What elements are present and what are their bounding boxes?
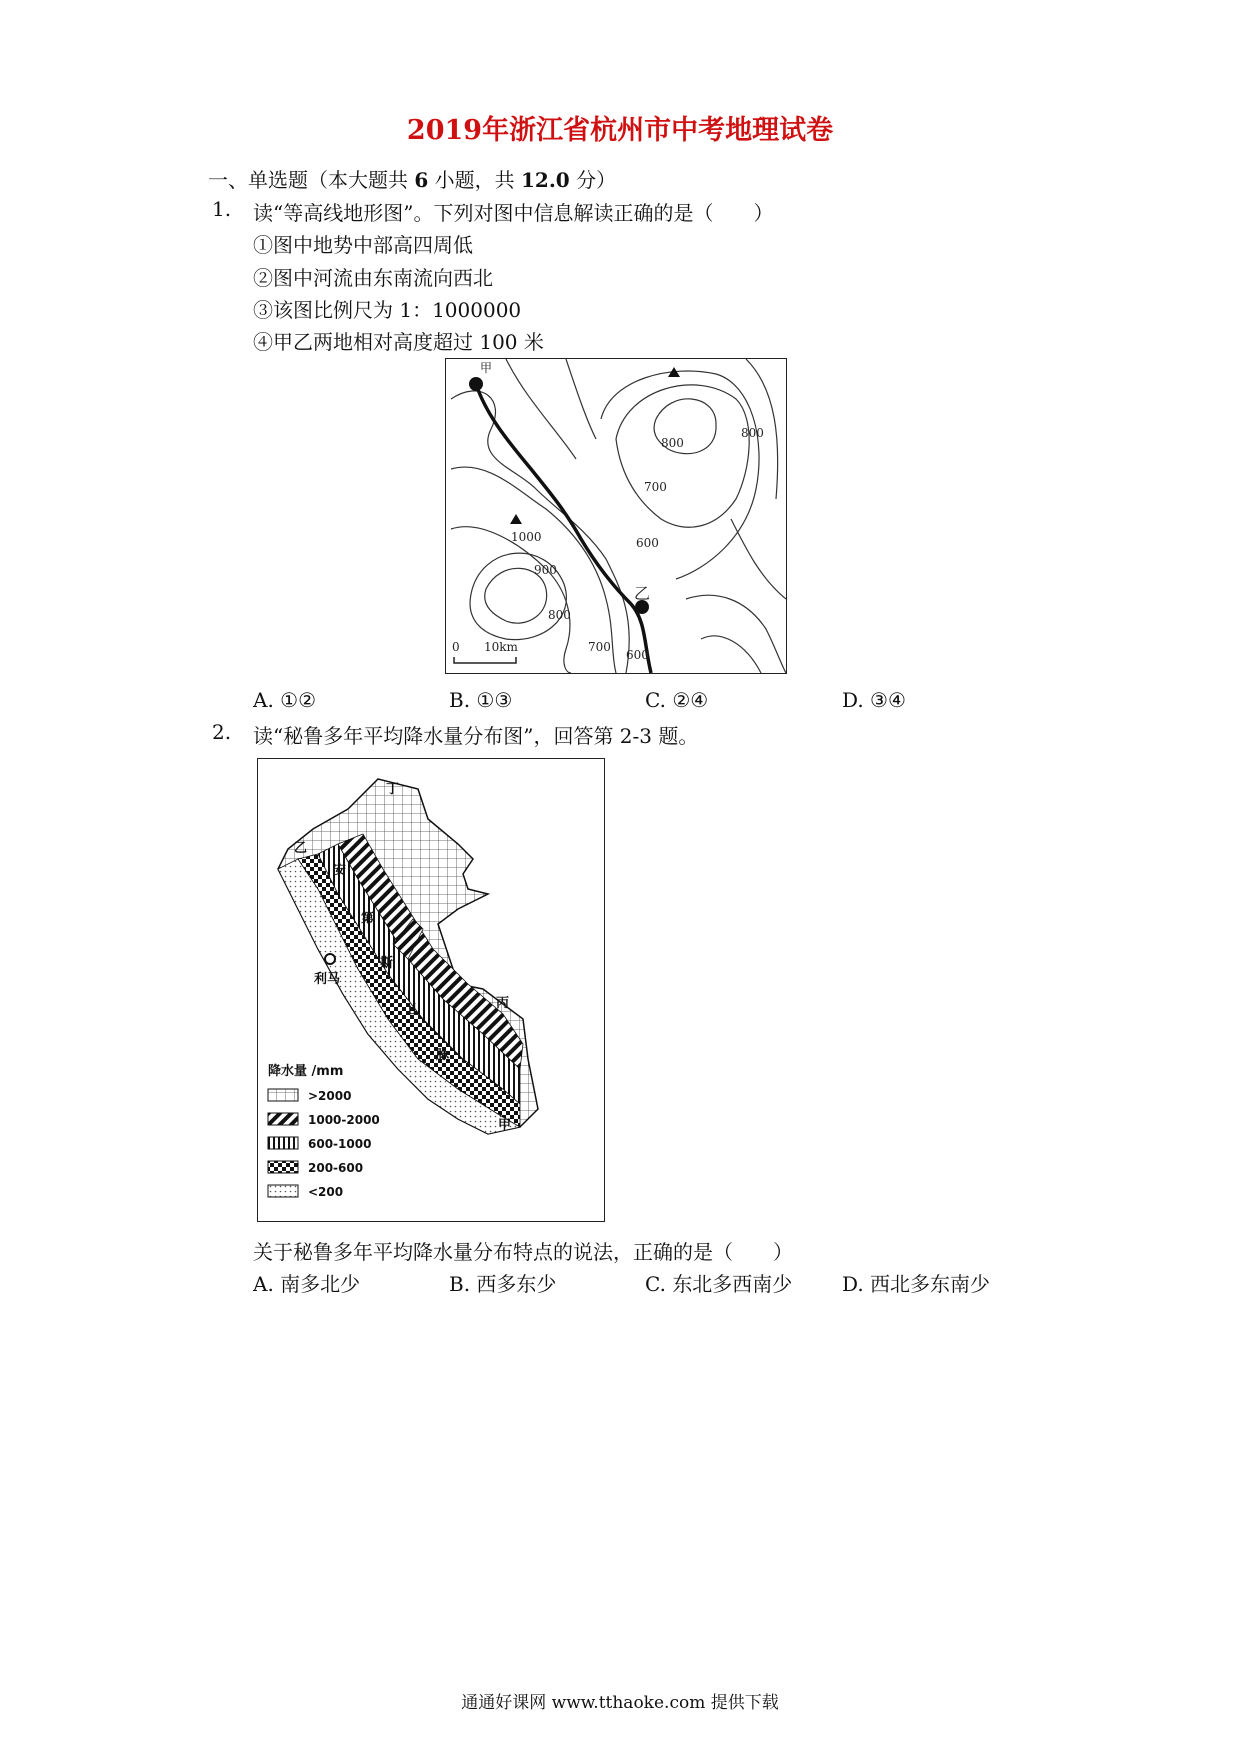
lima-marker — [325, 954, 335, 964]
q1-option-a-letter: A. — [253, 688, 274, 712]
label-mai: 脉 — [436, 1048, 450, 1063]
label-800-c: 800 — [548, 608, 571, 622]
label-ding: 丁 — [386, 782, 400, 797]
legend-swatch-1000-2000 — [268, 1113, 298, 1125]
q2-option-d[interactable] — [842, 1268, 990, 1297]
page-footer: 通通好课网 www.tthaoke.com 提供下载 — [461, 1693, 779, 1713]
scale-bar — [454, 657, 516, 663]
contour-map-figure — [445, 358, 787, 674]
q1-option-b[interactable] — [449, 688, 512, 712]
peak-icon-sw — [510, 514, 522, 524]
q2-option-b[interactable] — [449, 1268, 556, 1297]
label-si: 斯 — [380, 956, 394, 971]
q1-option-d[interactable] — [842, 688, 906, 712]
section-header — [208, 164, 616, 193]
legend-200-600: 200-600 — [308, 1161, 364, 1175]
legend-swatch-200-600 — [268, 1161, 298, 1173]
q2-number: 2. — [212, 720, 232, 744]
label-yi: 乙 — [634, 584, 651, 603]
section-label: 一、单选题（本大题共 — [208, 168, 408, 192]
q1-statement-2: ②图中河流由东南流向西北 — [253, 266, 493, 290]
legend-lt200: <200 — [308, 1185, 344, 1199]
label-1000: 1000 — [511, 530, 542, 544]
q2-option-b-text: 西多东少 — [476, 1272, 557, 1296]
label-600-b: 600 — [626, 648, 649, 662]
section-tail: 分） — [576, 168, 617, 192]
label-an: 安 — [333, 863, 347, 878]
q1-stem: 读“等高线地形图”。下列对图中信息解读正确的是（ ） — [253, 201, 774, 225]
section-mid: 小题，共 — [434, 168, 515, 192]
river-line — [476, 384, 651, 673]
q1-statement-4: ④甲乙两地相对高度超过 100 米 — [253, 330, 544, 354]
label-900: 900 — [534, 563, 557, 577]
peru-precipitation-map — [257, 758, 605, 1222]
q1-option-d-letter: D. — [842, 688, 864, 712]
q1-option-b-text: ①③ — [476, 688, 513, 712]
q1-option-c-letter: C. — [645, 688, 666, 712]
legend-title: 降水量 /mm — [268, 1064, 344, 1079]
section-count: 6 — [414, 168, 429, 192]
label-800-b: 800 — [741, 426, 764, 440]
scale-ten: 10km — [484, 640, 518, 654]
q1-option-c-text: ②④ — [672, 688, 709, 712]
label-800-a: 800 — [661, 436, 684, 450]
q2-option-c[interactable] — [645, 1268, 792, 1297]
legend-gt2000: >2000 — [308, 1089, 352, 1103]
q2-option-b-letter: B. — [449, 1272, 471, 1296]
q1-number: 1. — [212, 197, 232, 221]
q1-option-c[interactable] — [645, 688, 708, 712]
legend-1000-2000: 1000-2000 — [308, 1113, 380, 1127]
q2-option-c-text: 东北多西南少 — [672, 1272, 793, 1296]
q1-option-a-text: ①② — [280, 688, 317, 712]
q2-option-c-letter: C. — [645, 1272, 666, 1296]
label-jia: 甲 — [480, 361, 493, 375]
label-shan: 山 — [408, 1003, 422, 1018]
section-score: 12.0 — [521, 168, 570, 192]
q2-option-a[interactable] — [253, 1268, 360, 1297]
q2-option-a-letter: A. — [253, 1272, 274, 1296]
label-jia: 甲 — [498, 1118, 512, 1133]
q2-sub-stem: 关于秘鲁多年平均降水量分布特点的说法，正确的是（ ） — [253, 1240, 793, 1264]
page-title: 2019年浙江省杭州市中考地理试卷 — [406, 115, 834, 146]
legend-swatch-600-1000 — [268, 1137, 298, 1149]
q1-option-a[interactable] — [253, 688, 316, 712]
legend-swatch-lt200 — [268, 1185, 298, 1197]
label-bing: 丙 — [496, 996, 510, 1011]
label-yi: 乙 — [294, 841, 308, 856]
scale-zero: 0 — [452, 640, 460, 654]
q1-statement-1: ①图中地势中部高四周低 — [253, 233, 473, 257]
q2-option-d-letter: D. — [842, 1272, 864, 1296]
label-700-a: 700 — [644, 480, 667, 494]
legend-swatch-gt2000 — [268, 1089, 298, 1101]
q2-option-d-text: 西北多东南少 — [870, 1272, 991, 1296]
label-700-b: 700 — [588, 640, 611, 654]
legend-600-1000: 600-1000 — [308, 1137, 372, 1151]
label-lima: 利马 — [314, 972, 341, 987]
q1-option-d-text: ③④ — [870, 688, 906, 712]
point-jia-marker — [469, 377, 483, 391]
q1-statement-3: ③该图比例尺为 1：1000000 — [253, 298, 522, 322]
q2-option-a-text: 南多北少 — [280, 1272, 361, 1296]
label-di: 第 — [361, 911, 375, 926]
q2-stem: 读“秘鲁多年平均降水量分布图”，回答第 2-3 题。 — [253, 724, 699, 748]
q1-option-b-letter: B. — [449, 688, 471, 712]
label-600-a: 600 — [636, 536, 659, 550]
